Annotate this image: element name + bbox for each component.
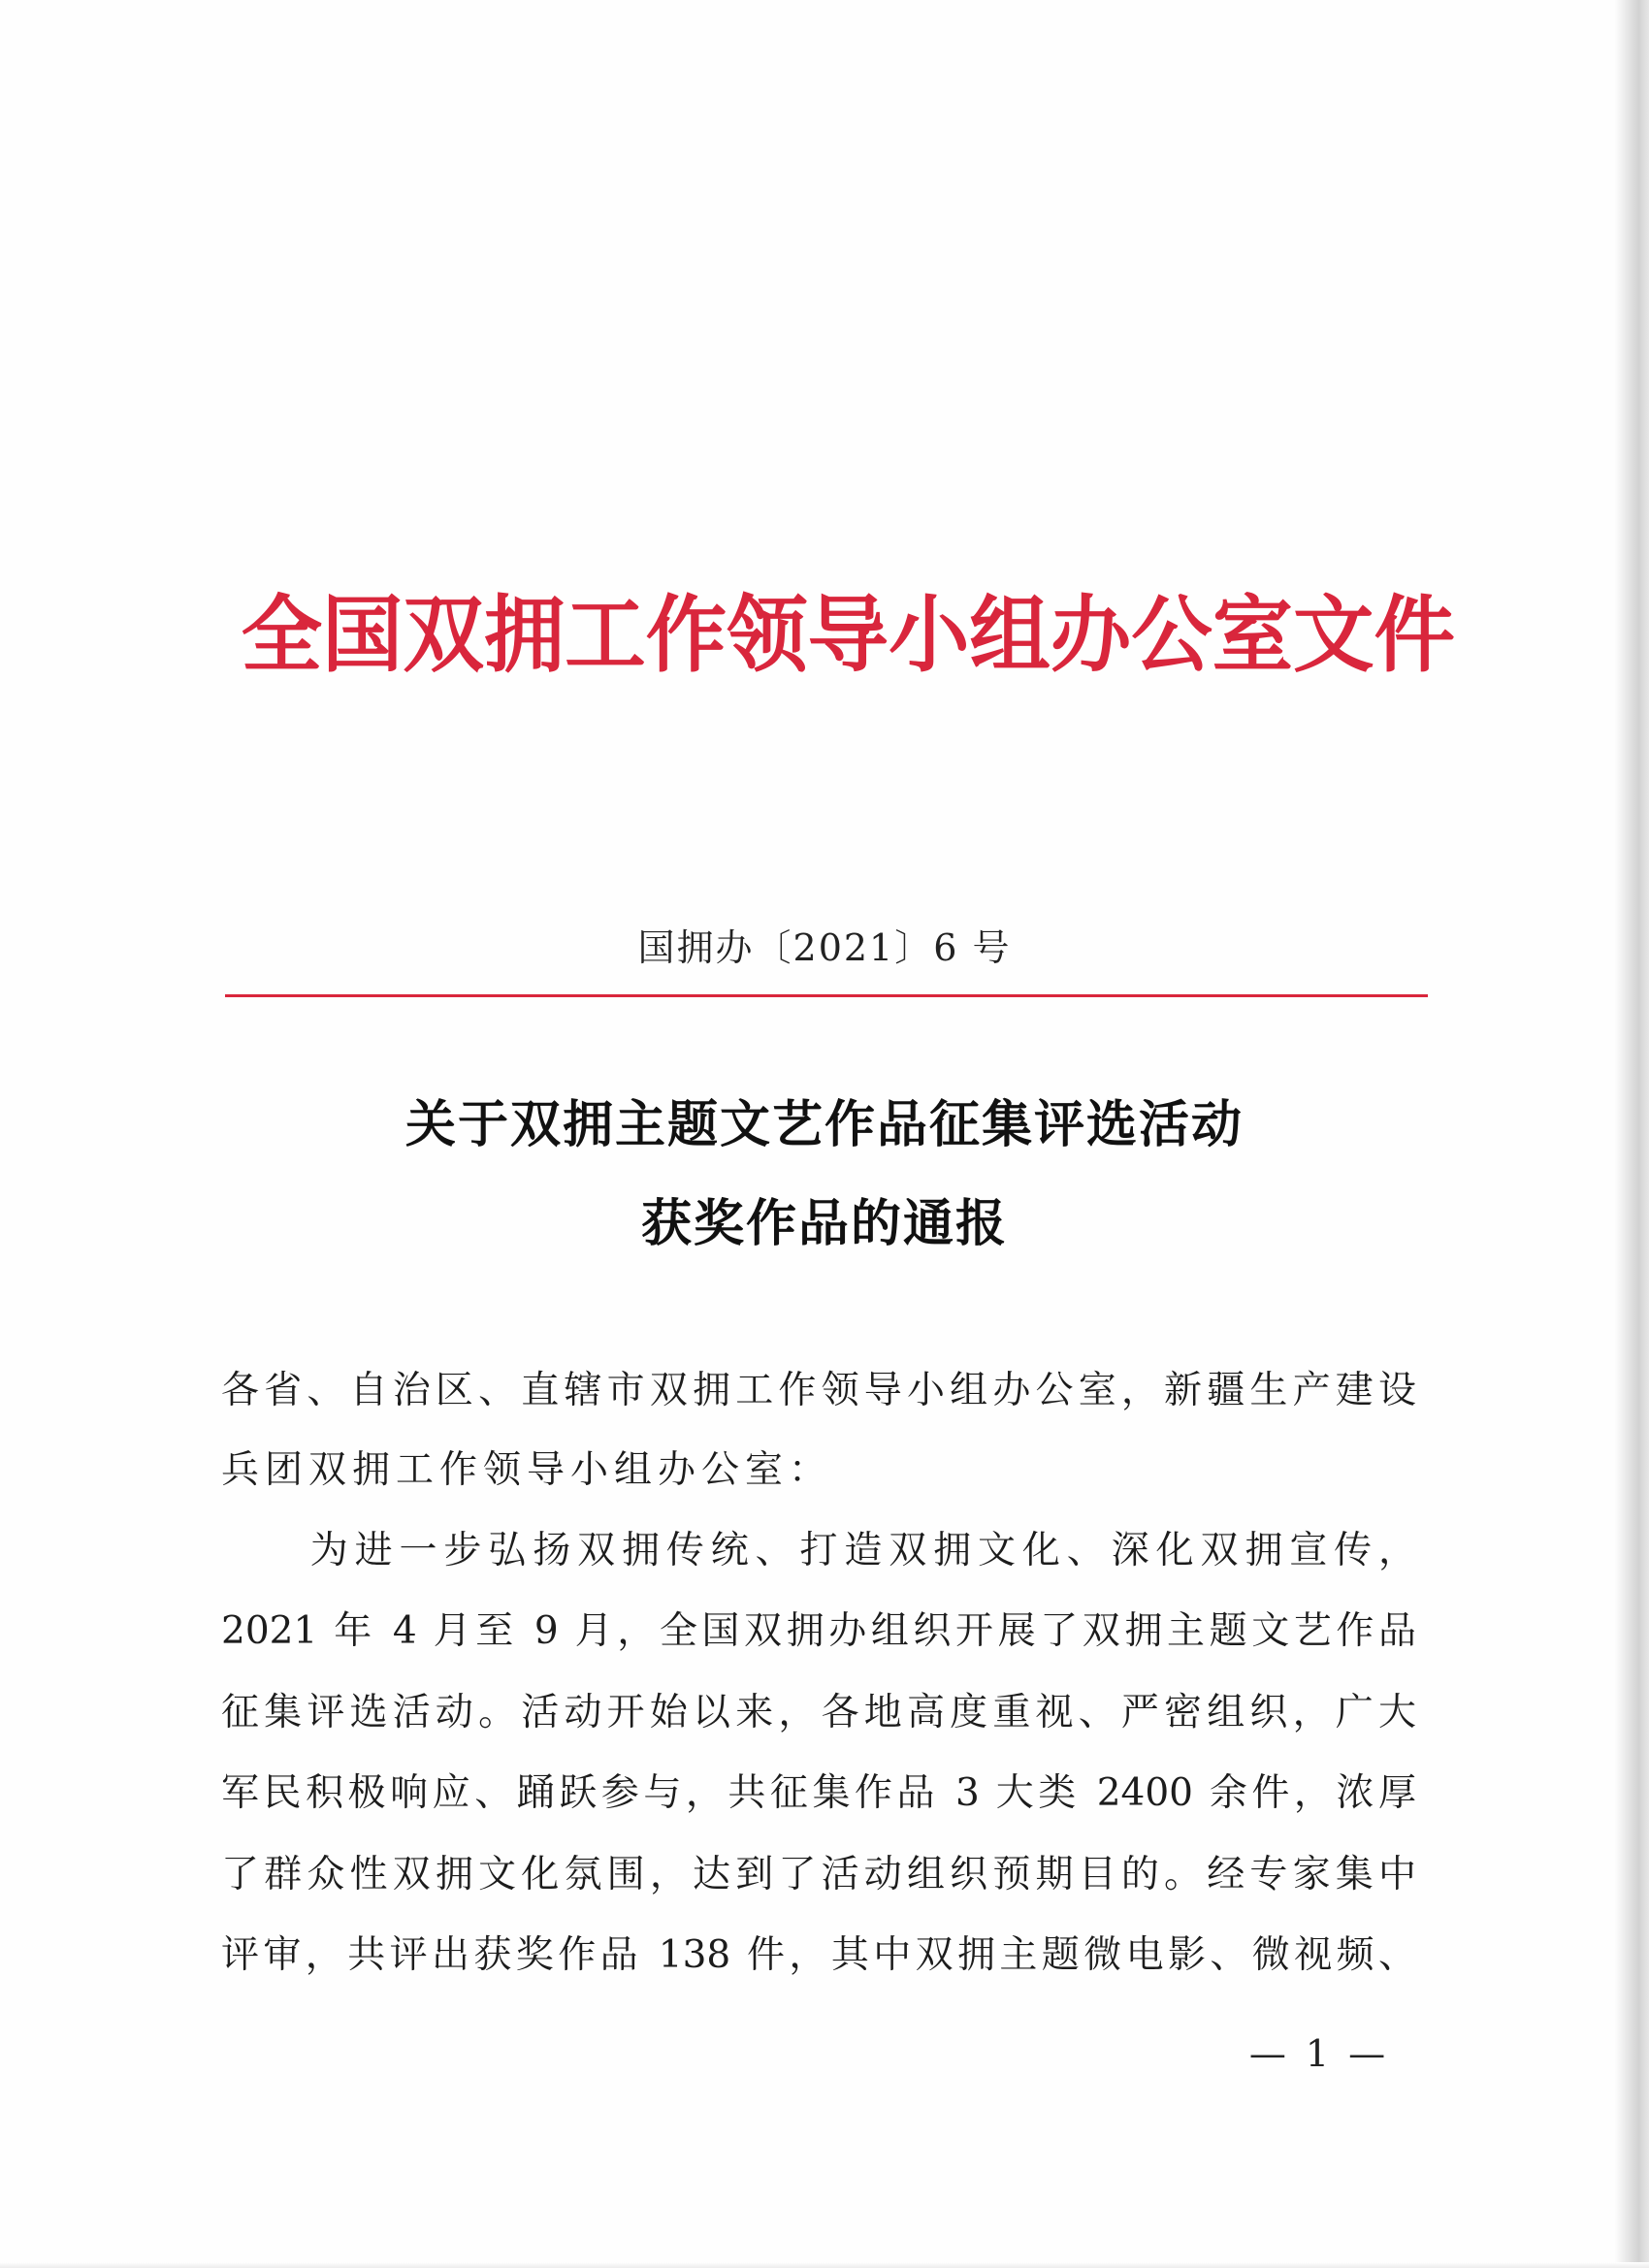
- body-line-4: 2021 年 4 月至 9 月，全国双拥办组织开展了双拥主题文艺作品: [221, 1609, 1416, 1653]
- scanner-bottom-shadow: [0, 2262, 1649, 2268]
- body-line-7: 了群众性双拥文化氛围，达到了活动组织预期目的。经专家集中: [221, 1853, 1416, 1896]
- page-number: — 1 —: [1248, 2032, 1390, 2075]
- document-number: 国拥办〔2021〕6 号: [637, 926, 1012, 969]
- body-line-1: 各省、自治区、直辖市双拥工作领导小组办公室，新疆生产建设: [221, 1369, 1416, 1412]
- body-line-2: 兵团双拥工作领导小组办公室：: [221, 1448, 833, 1492]
- body-line-3: 为进一步弘扬双拥传统、打造双拥文化、深化双拥宣传，: [221, 1529, 1416, 1572]
- document-title-line-2: 获奖作品的通报: [640, 1194, 1008, 1253]
- document-title-line-1: 关于双拥主题文艺作品征集评选活动: [404, 1095, 1244, 1154]
- scanner-edge-shadow: [1614, 0, 1649, 2268]
- document-masthead: 全国双拥工作领导小组办公室文件: [241, 586, 1455, 684]
- body-line-8: 评审，共评出获奖作品 138 件，其中双拥主题微电影、微视频、: [221, 1933, 1416, 1977]
- red-divider-line: [225, 994, 1428, 997]
- body-line-5: 征集评选活动。活动开始以来，各地高度重视、严密组织，广大: [221, 1691, 1416, 1734]
- body-line-6: 军民积极响应、踊跃参与，共征集作品 3 大类 2400 余件，浓厚: [221, 1771, 1416, 1815]
